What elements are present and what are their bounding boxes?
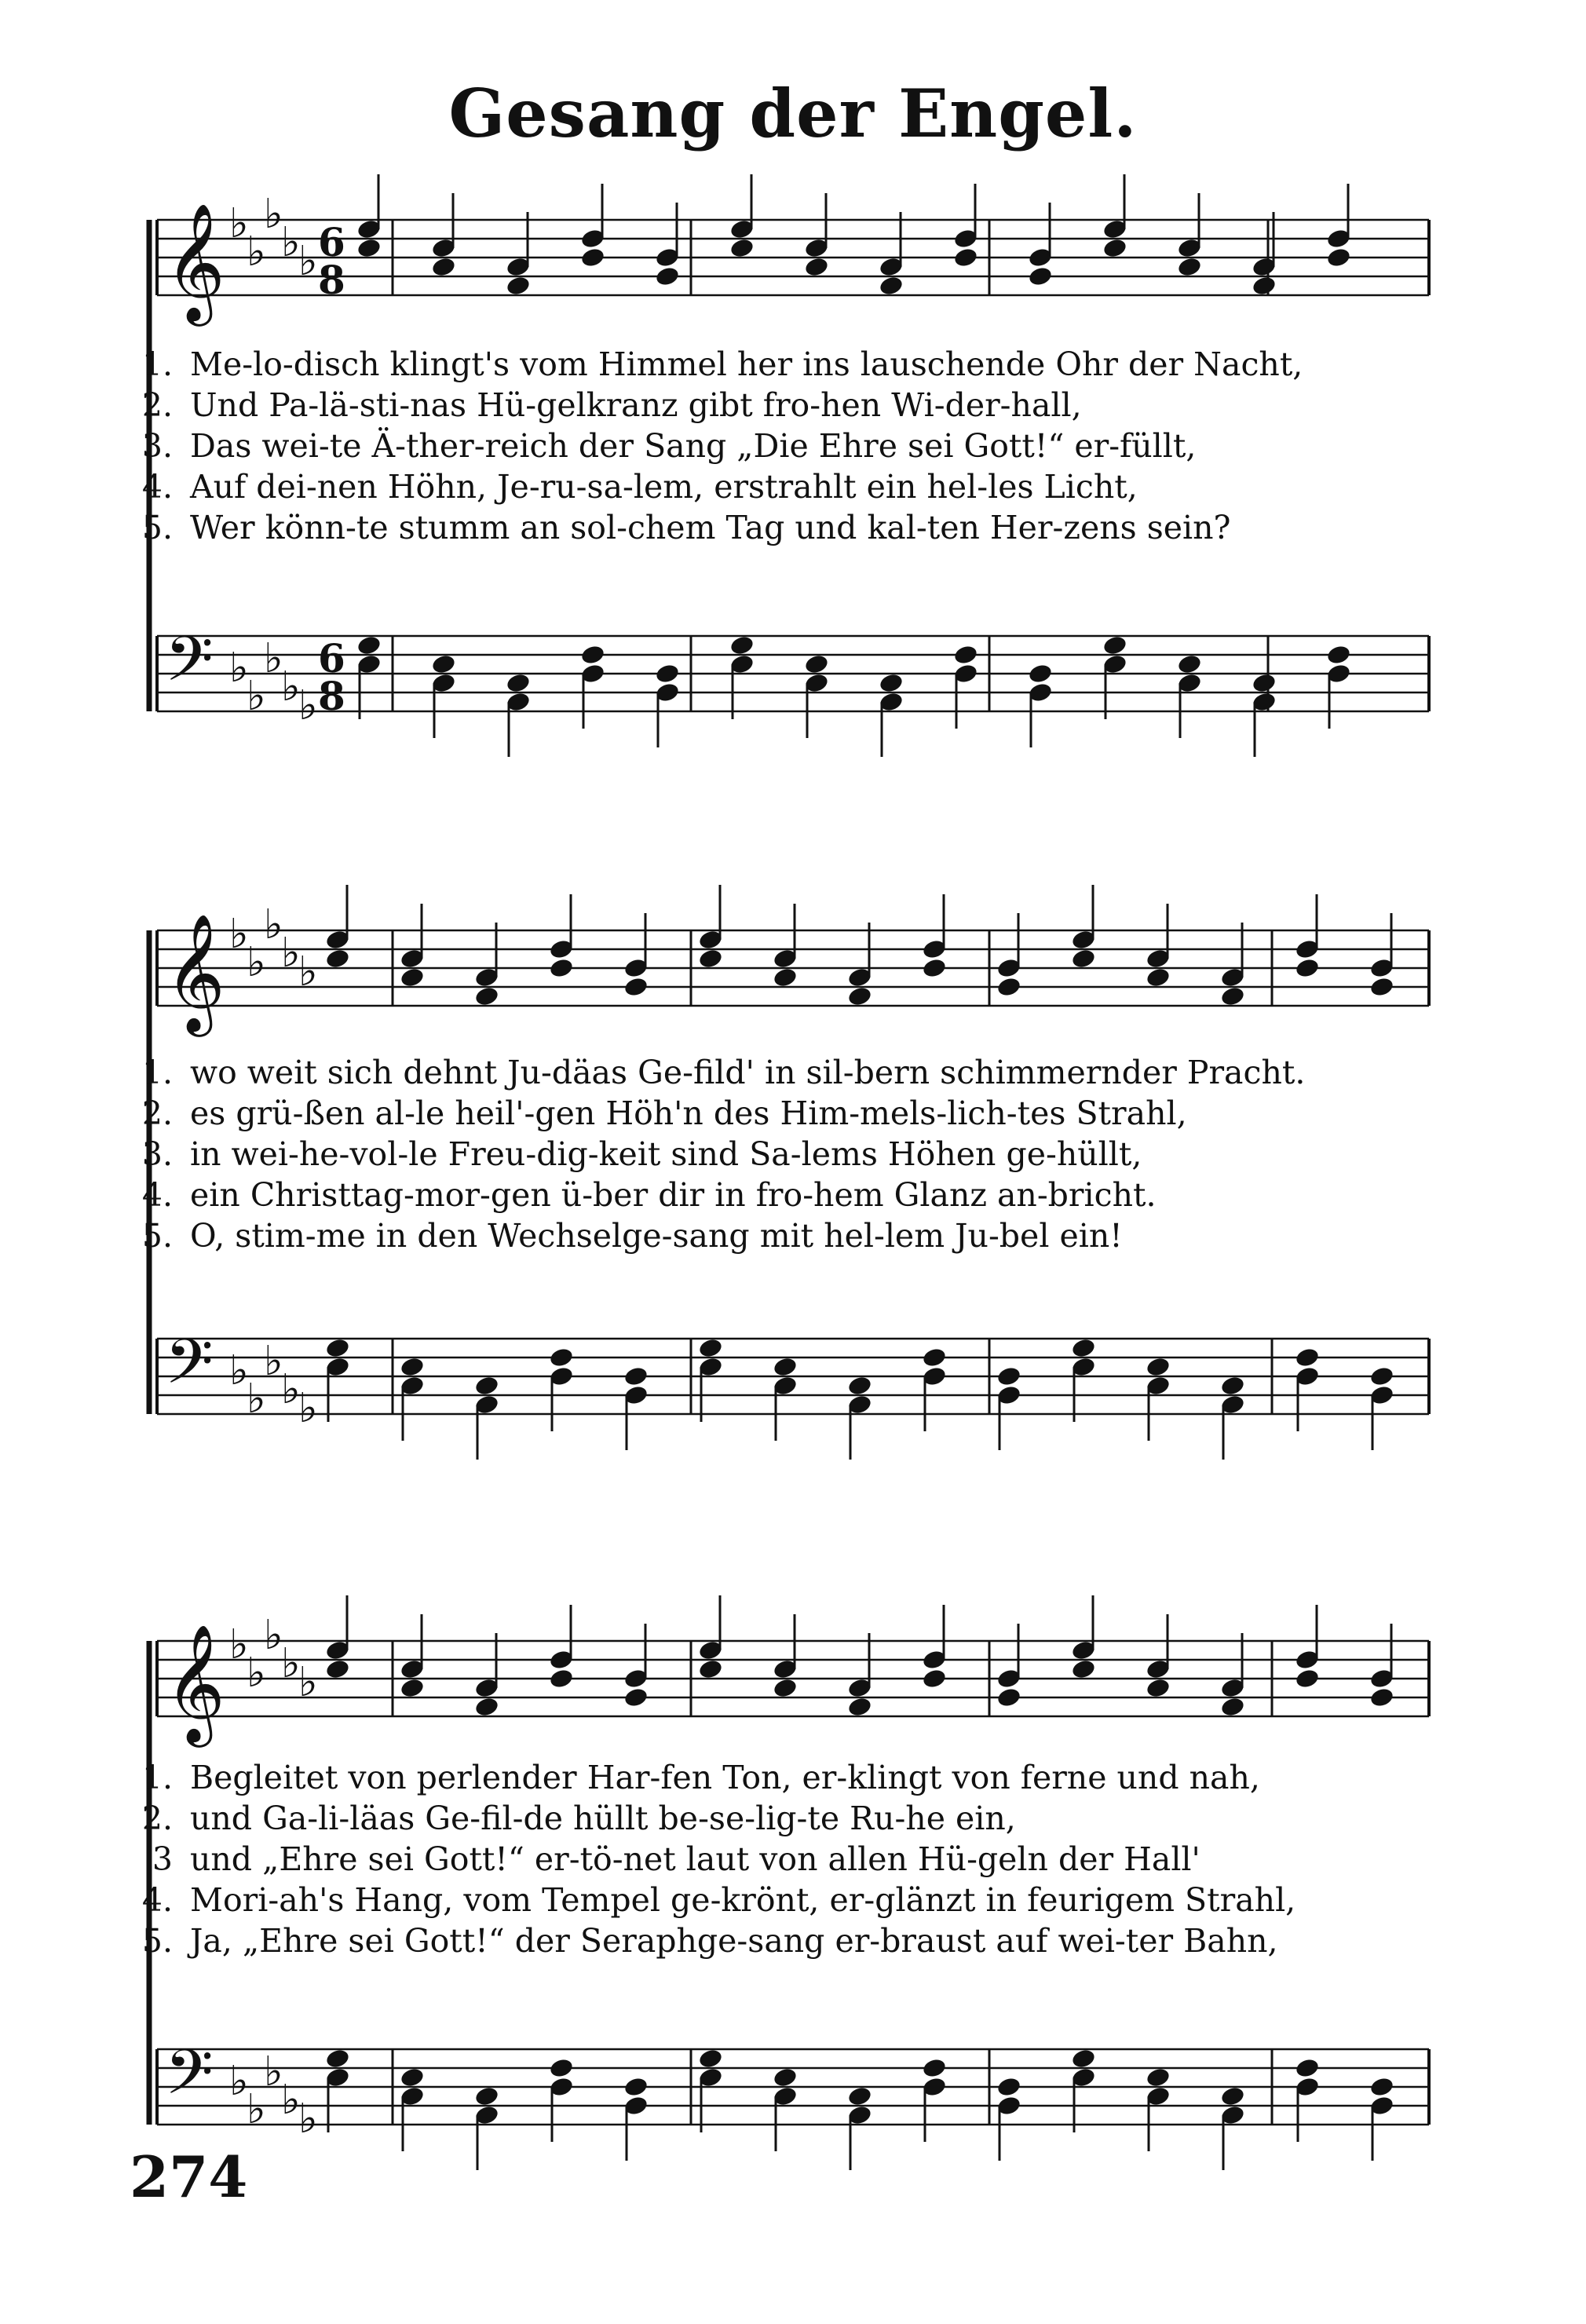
notehead <box>697 2048 723 2070</box>
notehead <box>697 1658 723 1680</box>
notehead <box>996 2076 1021 2098</box>
lyric-line: 2. Und Pa-lä-sti-nas Hü-gelkranz gibt fro-hen Wi-der-hall, <box>141 386 1082 424</box>
treble-staff-lines <box>157 191 1429 321</box>
notehead <box>1294 1668 1320 1690</box>
bass-staff-lines <box>157 2036 1429 2143</box>
page-number: 274 <box>130 2143 248 2210</box>
notehead <box>1369 1686 1394 1708</box>
notehead <box>697 948 723 970</box>
flat-icon: ♭ <box>298 2096 318 2143</box>
lyric-line: 4. Auf dei-nen Höhn, Je-ru-sa-lem, erstrahlt ein hel-les Licht, <box>141 468 1138 506</box>
lyric-line: 5. O, stim-me in den Wechselge-sang mit hel-lem Ju-bel ein! <box>141 1217 1123 1255</box>
notehead <box>1251 275 1277 297</box>
flat-icon: ♭ <box>264 1338 283 1385</box>
notehead <box>697 1337 723 1359</box>
lyric-line: 4. ein Christtag-mor-gen ü-ber dir in fro-hem Glanz an-bricht. <box>141 1176 1157 1214</box>
flat-icon: ♭ <box>298 238 318 285</box>
notehead <box>399 1677 425 1699</box>
flat-icon: ♭ <box>298 1385 318 1432</box>
flat-icon: ♭ <box>247 1376 266 1423</box>
time-signature-top: 6 <box>318 219 345 265</box>
notehead <box>399 1356 425 1378</box>
notehead <box>1070 948 1096 970</box>
time-signature-top: 6 <box>318 635 345 681</box>
lyric-line: 4. Mori-ah's Hang, vom Tempel ge-krönt, er-glänzt in feurigem Strahl, <box>141 1881 1296 1919</box>
notehead <box>952 247 978 269</box>
notehead <box>729 634 755 656</box>
notehead <box>1070 1337 1096 1359</box>
notehead <box>473 1696 499 1718</box>
lyric-line: 3. in wei-he-vol-le Freu-dig-keit sind Sa-lems Höhen ge-hüllt, <box>141 1135 1142 1173</box>
notehead <box>921 1668 947 1690</box>
notehead <box>399 2066 425 2088</box>
flat-icon: ♭ <box>281 930 301 977</box>
notehead <box>654 663 680 685</box>
notehead <box>921 957 947 979</box>
bass-staff <box>157 1325 1429 1432</box>
flat-icon: ♭ <box>247 2086 266 2133</box>
notehead <box>1102 634 1127 656</box>
lyrics-system-1 <box>118 344 1405 548</box>
lyric-line: 2. und Ga-li-läas Ge-fil-de hüllt be-se-lig-te Ru-he ein, <box>141 1800 1016 1837</box>
flat-icon: ♭ <box>229 645 249 692</box>
notehead <box>878 672 904 694</box>
treble-staff-lines <box>157 1612 1429 1742</box>
notehead <box>505 275 531 297</box>
notehead <box>1219 1696 1245 1718</box>
notehead <box>1219 985 1245 1007</box>
flat-icon: ♭ <box>247 1650 266 1697</box>
notehead <box>324 948 350 970</box>
flat-icon: ♭ <box>229 911 249 958</box>
notehead <box>1070 1658 1096 1680</box>
notehead <box>1369 976 1394 998</box>
notehead <box>356 634 382 656</box>
notehead <box>1219 2085 1245 2107</box>
notehead <box>729 237 755 259</box>
notehead <box>356 237 382 259</box>
flat-icon: ♭ <box>264 191 283 238</box>
flat-icon: ♭ <box>229 2058 249 2105</box>
flat-icon: ♭ <box>281 663 301 711</box>
notehead <box>952 644 978 666</box>
flat-icon: ♭ <box>281 2077 301 2124</box>
notehead <box>996 976 1021 998</box>
flat-icon: ♭ <box>264 2048 283 2096</box>
flat-icon: ♭ <box>281 219 301 266</box>
lyrics-system-2 <box>118 1052 1405 1256</box>
notehead <box>1325 644 1351 666</box>
hymn-title: Gesang der Engel. <box>448 75 1138 152</box>
notehead <box>846 1375 872 1397</box>
notehead <box>324 1658 350 1680</box>
notehead <box>1176 653 1202 675</box>
treble-clef-icon: 𝄞 <box>165 912 225 1032</box>
notehead <box>772 1356 798 1378</box>
notehead <box>324 2048 350 2070</box>
notehead <box>878 275 904 297</box>
bass-clef-icon: 𝄢 <box>165 623 214 711</box>
notehead <box>803 256 829 278</box>
notehead <box>1294 2057 1320 2079</box>
notehead <box>1070 2048 1096 2070</box>
notehead <box>772 967 798 988</box>
notehead <box>1176 256 1202 278</box>
notehead <box>1027 663 1053 685</box>
flat-icon: ♭ <box>247 673 266 720</box>
notehead <box>1219 1375 1245 1397</box>
flat-icon: ♭ <box>281 1640 301 1687</box>
lyric-line: 1. wo weit sich dehnt Ju-däas Ge-fild' in sil-bern schimmernder Pracht. <box>141 1054 1306 1091</box>
flat-icon: ♭ <box>298 1659 318 1706</box>
bass-clef-icon: 𝄢 <box>165 1325 214 1413</box>
notehead <box>996 1686 1021 1708</box>
notehead <box>1294 957 1320 979</box>
notehead <box>1027 265 1053 287</box>
lyrics-system-3 <box>118 1757 1405 1961</box>
flat-icon: ♭ <box>281 1366 301 1413</box>
lyric-line: 1. Begleitet von perlender Har-fen Ton, er-klingt von ferne und nah, <box>141 1759 1260 1796</box>
notehead <box>1369 2076 1394 2098</box>
lyric-line: 3. Das wei-te Ä-ther-reich der Sang „Die Ehre sei Gott!“ er-füllt, <box>141 427 1197 465</box>
notehead <box>623 976 649 998</box>
treble-staff <box>157 191 1429 321</box>
notehead <box>1145 967 1171 988</box>
lyric-line: 3 und „Ehre sei Gott!“ er-tö-net laut von allen Hü-geln der Hall' <box>152 1840 1200 1878</box>
notehead <box>399 967 425 988</box>
notehead <box>473 985 499 1007</box>
notehead <box>473 2085 499 2107</box>
notehead <box>548 2057 574 2079</box>
flat-icon: ♭ <box>229 1621 249 1668</box>
flat-icon: ♭ <box>247 228 266 276</box>
notehead <box>579 644 605 666</box>
notehead <box>654 265 680 287</box>
notehead <box>846 985 872 1007</box>
notehead <box>921 2057 947 2079</box>
treble-clef-icon: 𝄞 <box>165 1623 225 1742</box>
flat-icon: ♭ <box>298 682 318 729</box>
notehead <box>324 1337 350 1359</box>
time-signature-bottom: 8 <box>318 673 345 719</box>
notehead <box>846 1696 872 1718</box>
time-signature-bottom: 8 <box>318 257 345 303</box>
bass-staff-lines <box>157 1325 1429 1433</box>
bass-staff <box>157 623 1429 729</box>
notehead <box>772 2066 798 2088</box>
lyric-line: 5. Ja, „Ehre sei Gott!“ der Seraphge-sang er-braust auf wei-ter Bahn, <box>141 1922 1278 1960</box>
lyric-line: 5. Wer könn-te stumm an sol-chem Tag und kal-ten Her-zens sein? <box>141 509 1231 546</box>
flat-icon: ♭ <box>229 1347 249 1394</box>
notehead <box>1251 672 1277 694</box>
flat-icon: ♭ <box>264 1612 283 1659</box>
treble-staff-lines <box>157 901 1429 1032</box>
bass-staff-lines <box>157 623 1429 730</box>
notehead <box>623 2076 649 2098</box>
notehead <box>430 256 456 278</box>
bass-clef-icon: 𝄢 <box>165 2036 214 2124</box>
treble-clef-icon: 𝄞 <box>165 202 225 321</box>
notehead <box>623 1365 649 1387</box>
treble-staff <box>157 1612 1429 1742</box>
notehead <box>846 2085 872 2107</box>
flat-icon: ♭ <box>264 635 283 682</box>
notehead <box>1294 1347 1320 1368</box>
notehead <box>579 247 605 269</box>
notehead <box>548 1347 574 1368</box>
notehead <box>473 1375 499 1397</box>
notehead <box>1369 1365 1394 1387</box>
notehead <box>803 653 829 675</box>
notehead <box>1145 2066 1171 2088</box>
notehead <box>996 1365 1021 1387</box>
notehead <box>505 672 531 694</box>
treble-staff <box>157 901 1429 1032</box>
flat-icon: ♭ <box>229 200 249 247</box>
lyric-line: 1. Me-lo-disch klingt's vom Himmel her ins lauschende Ohr der Nacht, <box>141 345 1303 383</box>
bass-staff <box>157 2036 1429 2143</box>
flat-icon: ♭ <box>264 901 283 948</box>
notehead <box>430 653 456 675</box>
notehead <box>1145 1677 1171 1699</box>
notehead <box>623 1686 649 1708</box>
notehead <box>1102 237 1127 259</box>
notehead <box>1325 247 1351 269</box>
notehead <box>921 1347 947 1368</box>
notehead <box>548 957 574 979</box>
notehead <box>1145 1356 1171 1378</box>
lyric-line: 2. es grü-ßen al-le heil'-gen Höh'n des Him-mels-lich-tes Strahl, <box>141 1094 1187 1132</box>
notehead <box>772 1677 798 1699</box>
notehead <box>548 1668 574 1690</box>
flat-icon: ♭ <box>298 948 318 996</box>
flat-icon: ♭ <box>247 939 266 986</box>
